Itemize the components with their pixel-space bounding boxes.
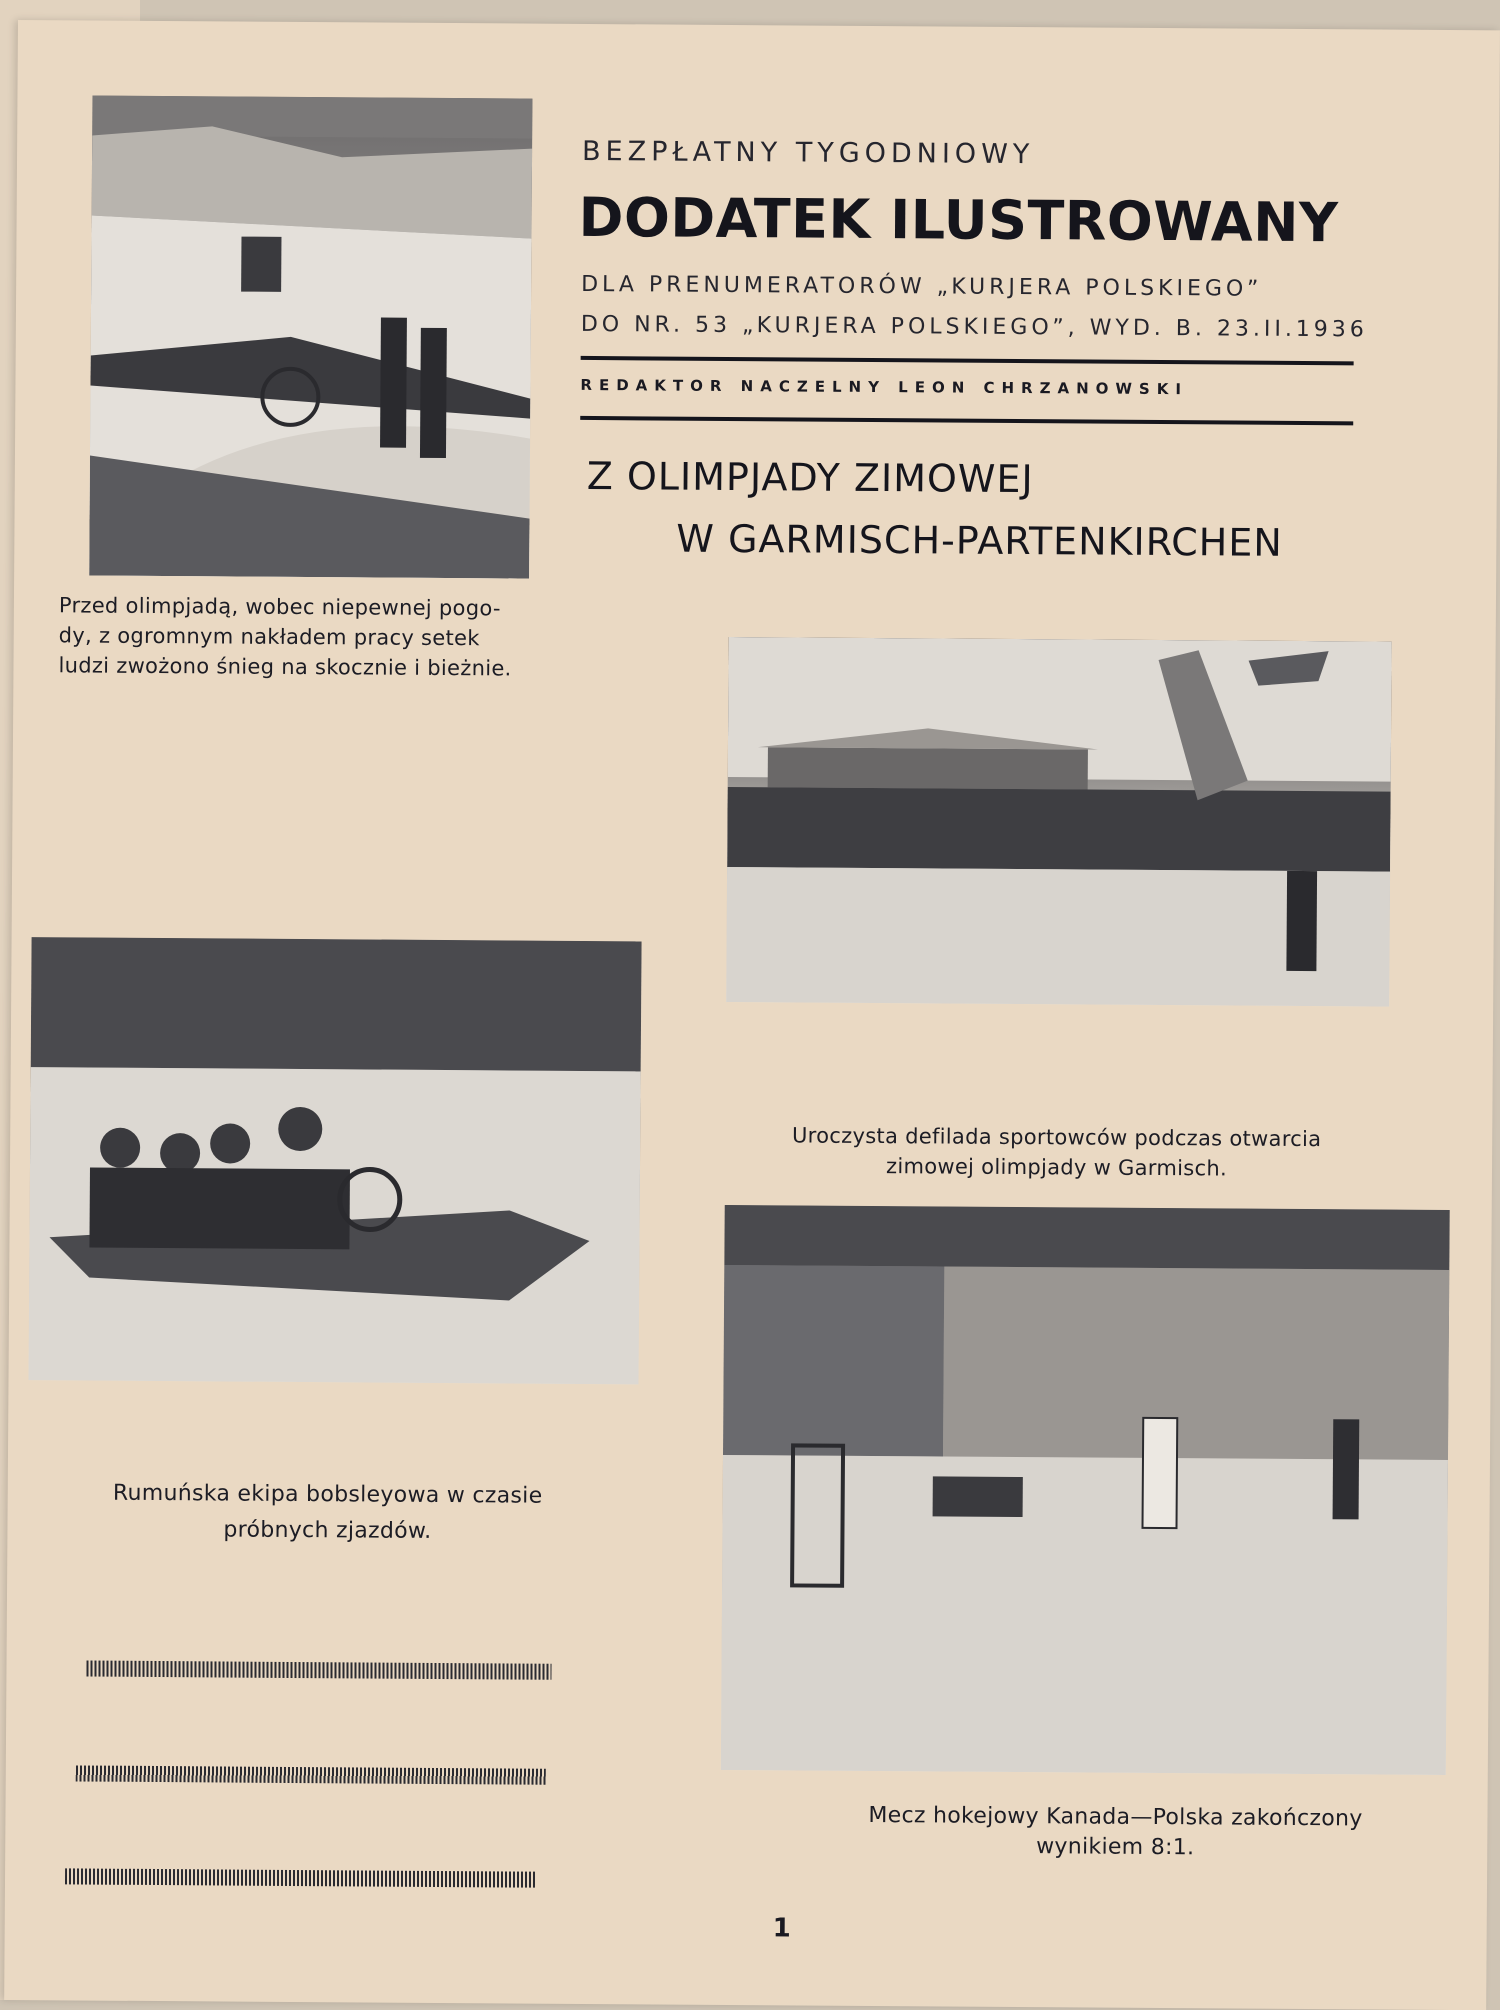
newspaper-page	[4, 20, 1500, 2010]
photo-opening-parade	[726, 637, 1392, 1007]
caption-parade-line: zimowej olimpjady w Garmisch.	[885, 1154, 1228, 1181]
caption-hockey-line: wynikiem 8:1.	[1036, 1834, 1195, 1861]
caption-parade-line: Uroczysta defilada sportowców podczas otwarcia	[791, 1123, 1322, 1152]
page-number: 1	[772, 1913, 791, 1944]
photo-snow-transport	[89, 96, 532, 579]
photo-hockey-match	[721, 1205, 1450, 1775]
photo-romanian-bobsleigh	[29, 937, 642, 1384]
masthead-rule-bottom	[580, 416, 1353, 425]
masthead-rule-top	[581, 356, 1354, 365]
caption-hockey-line: Mecz hokejowy Kanada—Polska zakończony	[868, 1802, 1363, 1832]
masthead-subline-subscribers: DLA PRENUMERATORÓW „KURJERA POLSKIEGO”	[581, 271, 1263, 302]
masthead-title: DODATEK ILUSTROWANY	[578, 185, 1339, 255]
caption-parade	[725, 1120, 1388, 1185]
caption-snow-line: dy, z ogromnym nakładem pracy setek	[58, 623, 480, 651]
caption-snow-line: ludzi zwożono śnieg na skocznie i bieżnie.	[58, 653, 512, 681]
caption-snow-line: Przed olimpjadą, wobec niepewnej pogo-	[58, 593, 501, 621]
headline-line-2: W GARMISCH-PARTENKIRCHEN	[676, 516, 1283, 565]
masthead-kicker: BEZPŁATNY TYGODNIOWY	[581, 135, 1035, 171]
caption-bobsleigh-line: Rumuńska ekipa bobsleyowa w czasie	[112, 1480, 543, 1509]
masthead-subline-issue: DO NR. 53 „KURJERA POLSKIEGO”, WYD. B. 23.II.1936	[580, 311, 1368, 343]
masthead-editor: REDAKTOR NACZELNY LEON CHRZANOWSKI	[580, 375, 1189, 399]
decorative-line	[86, 1661, 551, 1680]
decorative-line	[76, 1765, 546, 1784]
caption-bobsleigh	[47, 1475, 607, 1551]
decorative-line	[65, 1868, 535, 1887]
caption-bobsleigh-line: próbnych zjazdów.	[223, 1517, 432, 1544]
caption-snow	[58, 590, 539, 683]
headline-line-1: Z OLIMPJADY ZIMOWEJ	[586, 453, 1034, 502]
caption-hockey	[785, 1800, 1445, 1865]
